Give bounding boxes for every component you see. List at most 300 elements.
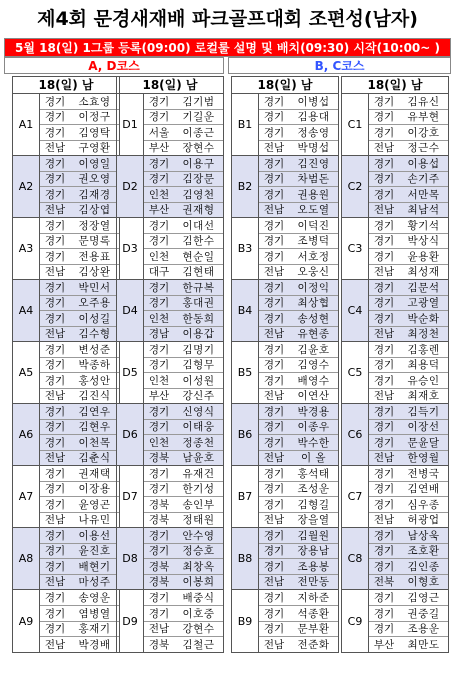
player-row xyxy=(369,606,448,622)
player-row xyxy=(259,575,338,590)
player-region: 경기 xyxy=(373,219,395,232)
player-row xyxy=(369,637,448,652)
player-name: 박민서 xyxy=(78,281,111,294)
group-label: C3 xyxy=(342,218,369,279)
player-name: 김형무 xyxy=(182,359,215,372)
group-a8 xyxy=(13,528,119,590)
player-region: 경기 xyxy=(263,591,285,604)
player-row xyxy=(40,373,119,389)
player-name: 이용구 xyxy=(182,157,215,170)
player-row xyxy=(40,358,119,374)
player-name: 이봉희 xyxy=(182,576,215,589)
player-name: 이용갑 xyxy=(182,328,215,341)
player-name: 권재형 xyxy=(182,204,215,217)
player-region: 경북 xyxy=(148,514,170,527)
player-row xyxy=(259,606,338,622)
player-row xyxy=(40,94,119,110)
player-row xyxy=(144,218,223,234)
group-d3 xyxy=(117,218,223,280)
player-row xyxy=(144,358,223,374)
player-name: 이성길 xyxy=(78,312,111,325)
player-name: 손기주 xyxy=(407,173,440,186)
player-row xyxy=(259,497,338,513)
player-name: 박경배 xyxy=(78,639,111,652)
player-name: 배현기 xyxy=(78,560,111,573)
player-region: 경기 xyxy=(44,623,66,636)
player-row xyxy=(369,156,448,172)
player-name: 김철근 xyxy=(182,639,215,652)
player-region: 인천 xyxy=(148,312,170,325)
player-region: 전남 xyxy=(373,390,395,403)
page-title: 제4회 문경새재배 파크골프대회 조편성(남자) xyxy=(37,8,418,30)
group-a3 xyxy=(13,218,119,280)
group-d2 xyxy=(117,156,223,218)
player-row xyxy=(369,280,448,296)
player-row xyxy=(40,575,119,590)
player-name: 이정익 xyxy=(297,281,330,294)
player-region: 전남 xyxy=(263,142,285,155)
player-name: 이장선 xyxy=(407,421,440,434)
player-row xyxy=(144,110,223,126)
group-c7 xyxy=(342,466,448,528)
group-column-c xyxy=(341,76,449,653)
player-name: 차범돈 xyxy=(297,173,330,186)
group-b6 xyxy=(232,404,338,466)
group-label: D8 xyxy=(117,528,144,589)
player-row xyxy=(144,125,223,141)
player-name: 정송영 xyxy=(297,126,330,139)
player-row xyxy=(144,94,223,110)
group-column-b xyxy=(231,76,339,653)
player-region: 경기 xyxy=(263,219,285,232)
player-name: 장을열 xyxy=(297,514,330,527)
player-region: 경기 xyxy=(44,219,66,232)
player-row xyxy=(369,342,448,358)
player-name: 홍재기 xyxy=(78,623,111,636)
player-region: 전남 xyxy=(373,204,395,217)
player-row xyxy=(259,637,338,652)
player-name: 김영탁 xyxy=(78,126,111,139)
player-row xyxy=(40,404,119,420)
player-region: 경기 xyxy=(263,281,285,294)
group-a5 xyxy=(13,342,119,404)
player-row xyxy=(144,234,223,250)
player-region: 경기 xyxy=(263,235,285,248)
player-region: 부산 xyxy=(148,204,170,217)
player-name: 김득기 xyxy=(407,405,440,418)
player-row xyxy=(40,420,119,436)
player-name: 한동희 xyxy=(182,312,215,325)
player-name: 조용봉 xyxy=(297,560,330,573)
player-name: 윤영곤 xyxy=(78,498,111,511)
player-region: 경기 xyxy=(263,343,285,356)
player-region: 전남 xyxy=(263,576,285,589)
group-label: C1 xyxy=(342,94,369,155)
player-region: 전남 xyxy=(44,328,66,341)
player-name: 이성원 xyxy=(182,374,215,387)
player-region: 경기 xyxy=(44,359,66,372)
player-row xyxy=(144,296,223,312)
player-name: 한기성 xyxy=(182,483,215,496)
player-name: 권중길 xyxy=(407,607,440,620)
group-label: D5 xyxy=(117,342,144,403)
player-name: 전용표 xyxy=(78,250,111,263)
player-row xyxy=(369,373,448,389)
player-name: 김유신 xyxy=(407,95,440,108)
player-name: 변성준 xyxy=(78,343,111,356)
player-name: 박순화 xyxy=(407,312,440,325)
group-label: B7 xyxy=(232,466,259,527)
player-name: 김한수 xyxy=(182,235,215,248)
player-region: 경기 xyxy=(148,111,170,124)
player-region: 경기 xyxy=(263,359,285,372)
player-region: 전남 xyxy=(44,390,66,403)
player-region: 경기 xyxy=(373,374,395,387)
player-region: 경기 xyxy=(44,483,66,496)
player-name: 박경용 xyxy=(297,405,330,418)
column-header: 18(일) 남 xyxy=(232,77,338,94)
group-c2 xyxy=(342,156,448,218)
player-name: 최정천 xyxy=(407,328,440,341)
player-region: 경기 xyxy=(148,297,170,310)
player-region: 경기 xyxy=(263,173,285,186)
group-c8 xyxy=(342,528,448,590)
player-region: 경기 xyxy=(263,297,285,310)
player-row xyxy=(40,513,119,528)
player-name: 김형길 xyxy=(297,498,330,511)
player-region: 경기 xyxy=(373,560,395,573)
player-name: 이천목 xyxy=(78,436,111,449)
player-region: 경기 xyxy=(263,405,285,418)
player-name: 문명록 xyxy=(78,235,111,248)
player-row xyxy=(369,265,448,280)
player-name: 문부환 xyxy=(297,623,330,636)
player-row xyxy=(40,559,119,575)
player-name: 이종근 xyxy=(182,126,215,139)
player-row xyxy=(369,513,448,528)
player-region: 경기 xyxy=(373,173,395,186)
player-row xyxy=(144,404,223,420)
player-row xyxy=(144,622,223,638)
player-region: 경기 xyxy=(263,467,285,480)
player-name: 문윤달 xyxy=(407,436,440,449)
player-row xyxy=(40,528,119,544)
player-region: 서울 xyxy=(148,126,170,139)
player-region: 전남 xyxy=(148,623,170,636)
group-c9 xyxy=(342,590,448,652)
group-label: A7 xyxy=(13,466,40,527)
player-name: 서호정 xyxy=(297,250,330,263)
player-region: 경기 xyxy=(44,95,66,108)
player-row xyxy=(144,373,223,389)
player-name: 권용원 xyxy=(297,188,330,201)
player-name: 김영수 xyxy=(297,359,330,372)
player-row xyxy=(144,389,223,404)
player-name: 정태원 xyxy=(182,514,215,527)
player-name: 이형호 xyxy=(407,576,440,589)
player-region: 경북 xyxy=(148,560,170,573)
player-row xyxy=(40,125,119,141)
player-row xyxy=(369,203,448,218)
player-row xyxy=(259,342,338,358)
player-name: 김기범 xyxy=(182,95,215,108)
group-label: A2 xyxy=(13,156,40,217)
player-row xyxy=(259,280,338,296)
player-region: 경북 xyxy=(148,576,170,589)
player-name: 정근수 xyxy=(407,142,440,155)
player-region: 인천 xyxy=(148,188,170,201)
group-label: D9 xyxy=(117,590,144,652)
player-region: 경기 xyxy=(373,359,395,372)
player-name: 장용남 xyxy=(297,545,330,558)
player-row xyxy=(369,172,448,188)
player-row xyxy=(369,141,448,156)
group-b2 xyxy=(232,156,338,218)
course-header-bc: B, C코스 xyxy=(228,57,451,74)
player-region: 경기 xyxy=(373,529,395,542)
player-region: 경기 xyxy=(263,483,285,496)
player-row xyxy=(40,497,119,513)
group-label: C6 xyxy=(342,404,369,465)
player-row xyxy=(259,544,338,560)
player-region: 전남 xyxy=(263,266,285,279)
player-name: 홍대권 xyxy=(182,297,215,310)
player-region: 경기 xyxy=(263,623,285,636)
group-label: D1 xyxy=(117,94,144,155)
player-region: 경기 xyxy=(148,157,170,170)
player-row xyxy=(259,590,338,606)
player-name: 소효영 xyxy=(78,95,111,108)
player-name: 이종우 xyxy=(297,421,330,434)
group-a6 xyxy=(13,404,119,466)
player-region: 경기 xyxy=(44,173,66,186)
player-name: 정장열 xyxy=(78,219,111,232)
player-row xyxy=(144,575,223,590)
player-name: 장현수 xyxy=(182,142,215,155)
player-name: 김영근 xyxy=(407,591,440,604)
player-region: 경기 xyxy=(373,343,395,356)
group-d8 xyxy=(117,528,223,590)
player-region: 경기 xyxy=(44,297,66,310)
player-row xyxy=(40,203,119,218)
column-header: 18(일) 남 xyxy=(342,77,448,94)
player-row xyxy=(40,482,119,498)
player-row xyxy=(259,451,338,466)
player-name: 최만도 xyxy=(407,639,440,652)
player-region: 부산 xyxy=(148,142,170,155)
player-name: 윤용환 xyxy=(407,250,440,263)
player-row xyxy=(144,497,223,513)
player-region: 전남 xyxy=(373,142,395,155)
player-name: 황기석 xyxy=(407,219,440,232)
player-row xyxy=(259,265,338,280)
player-name: 나유민 xyxy=(78,514,111,527)
player-name: 배중식 xyxy=(182,591,215,604)
player-name: 김연우 xyxy=(78,405,111,418)
player-region: 경기 xyxy=(373,95,395,108)
player-name: 심우종 xyxy=(407,498,440,511)
player-region: 경기 xyxy=(44,591,66,604)
group-label: C8 xyxy=(342,528,369,589)
player-name: 염병열 xyxy=(78,607,111,620)
player-name: 김영천 xyxy=(182,188,215,201)
player-name: 조병덕 xyxy=(297,235,330,248)
player-row xyxy=(144,544,223,560)
player-row xyxy=(259,373,338,389)
group-d7 xyxy=(117,466,223,528)
player-row xyxy=(144,637,223,652)
player-row xyxy=(144,482,223,498)
player-name: 최남석 xyxy=(407,204,440,217)
player-name: 현순일 xyxy=(182,250,215,263)
player-row xyxy=(144,156,223,172)
group-label: C4 xyxy=(342,280,369,341)
player-region: 경기 xyxy=(44,560,66,573)
player-region: 전남 xyxy=(44,266,66,279)
player-name: 이병섭 xyxy=(297,95,330,108)
player-row xyxy=(369,389,448,404)
player-name: 오도열 xyxy=(297,204,330,217)
player-name: 마성주 xyxy=(78,576,111,589)
player-region: 경북 xyxy=(148,452,170,465)
group-label: C5 xyxy=(342,342,369,403)
player-row xyxy=(369,622,448,638)
player-row xyxy=(259,203,338,218)
player-region: 경기 xyxy=(44,157,66,170)
player-row xyxy=(259,404,338,420)
player-row xyxy=(369,497,448,513)
player-row xyxy=(40,156,119,172)
group-a9 xyxy=(13,590,119,652)
player-row xyxy=(259,622,338,638)
player-name: 한규복 xyxy=(182,281,215,294)
player-region: 경기 xyxy=(373,250,395,263)
player-region: 경기 xyxy=(263,498,285,511)
player-row xyxy=(40,622,119,638)
player-name: 오웅신 xyxy=(297,266,330,279)
player-name: 이정구 xyxy=(78,111,111,124)
player-row xyxy=(369,528,448,544)
group-d9 xyxy=(117,590,223,652)
player-region: 전남 xyxy=(373,328,395,341)
group-c4 xyxy=(342,280,448,342)
player-region: 경기 xyxy=(44,312,66,325)
player-name: 김장문 xyxy=(182,173,215,186)
group-b4 xyxy=(232,280,338,342)
group-b1 xyxy=(232,94,338,156)
group-d4 xyxy=(117,280,223,342)
group-b7 xyxy=(232,466,338,528)
player-region: 경북 xyxy=(148,498,170,511)
player-region: 경기 xyxy=(148,281,170,294)
player-name: 최재호 xyxy=(407,390,440,403)
group-label: B9 xyxy=(232,590,259,652)
player-row xyxy=(369,249,448,265)
group-label: A6 xyxy=(13,404,40,465)
player-row xyxy=(144,249,223,265)
player-region: 경기 xyxy=(148,235,170,248)
player-region: 경기 xyxy=(44,405,66,418)
player-name: 김문석 xyxy=(407,281,440,294)
player-row xyxy=(144,342,223,358)
player-row xyxy=(369,575,448,590)
player-region: 전남 xyxy=(263,452,285,465)
player-region: 경기 xyxy=(373,188,395,201)
player-name: 이영일 xyxy=(78,157,111,170)
group-a7 xyxy=(13,466,119,528)
player-region: 경기 xyxy=(44,436,66,449)
group-label: D6 xyxy=(117,404,144,465)
course-header-ad: A, D코스 xyxy=(4,57,224,74)
player-region: 경기 xyxy=(148,529,170,542)
player-region: 전북 xyxy=(373,576,395,589)
player-row xyxy=(144,606,223,622)
player-region: 경기 xyxy=(373,607,395,620)
player-region: 경기 xyxy=(263,607,285,620)
player-region: 경기 xyxy=(373,111,395,124)
player-region: 경북 xyxy=(148,639,170,652)
player-region: 경기 xyxy=(148,607,170,620)
player-name: 김수형 xyxy=(78,328,111,341)
player-name: 한영월 xyxy=(407,452,440,465)
group-b9 xyxy=(232,590,338,652)
player-row xyxy=(259,420,338,436)
player-name: 김현태 xyxy=(182,266,215,279)
player-row xyxy=(259,389,338,404)
player-row xyxy=(40,265,119,280)
player-name: 신영식 xyxy=(182,405,215,418)
player-region: 경기 xyxy=(44,111,66,124)
player-name: 이연산 xyxy=(297,390,330,403)
player-row xyxy=(259,156,338,172)
player-row xyxy=(369,327,448,342)
player-row xyxy=(40,637,119,652)
player-name: 이태웅 xyxy=(182,421,215,434)
player-region: 경기 xyxy=(44,467,66,480)
player-row xyxy=(369,404,448,420)
player-row xyxy=(40,296,119,312)
player-region: 경기 xyxy=(373,545,395,558)
group-label: D7 xyxy=(117,466,144,527)
player-name: 이호중 xyxy=(182,607,215,620)
player-name: 송인부 xyxy=(182,498,215,511)
player-row xyxy=(259,327,338,342)
schedule-banner: 5월 18(일) 1그룹 등록(09:00) 로컬룰 설명 및 배치(09:30) 시작(10:00~ ) xyxy=(4,38,451,57)
player-region: 경기 xyxy=(373,623,395,636)
player-row xyxy=(369,296,448,312)
player-name: 고광열 xyxy=(407,297,440,310)
player-name: 전만동 xyxy=(297,576,330,589)
player-name: 박수한 xyxy=(297,436,330,449)
group-label: D3 xyxy=(117,218,144,279)
player-name: 허광업 xyxy=(407,514,440,527)
player-name: 강신주 xyxy=(182,390,215,403)
player-row xyxy=(369,218,448,234)
player-name: 이용선 xyxy=(78,529,111,542)
player-row xyxy=(144,280,223,296)
player-row xyxy=(369,358,448,374)
player-region: 전남 xyxy=(263,328,285,341)
group-c5 xyxy=(342,342,448,404)
player-name: 이강호 xyxy=(407,126,440,139)
player-region: 경기 xyxy=(44,126,66,139)
player-row xyxy=(40,544,119,560)
player-region: 인천 xyxy=(148,436,170,449)
player-name: 남상욱 xyxy=(407,529,440,542)
player-name: 김진영 xyxy=(297,157,330,170)
player-name: 김재경 xyxy=(78,188,111,201)
player-region: 경기 xyxy=(263,250,285,263)
